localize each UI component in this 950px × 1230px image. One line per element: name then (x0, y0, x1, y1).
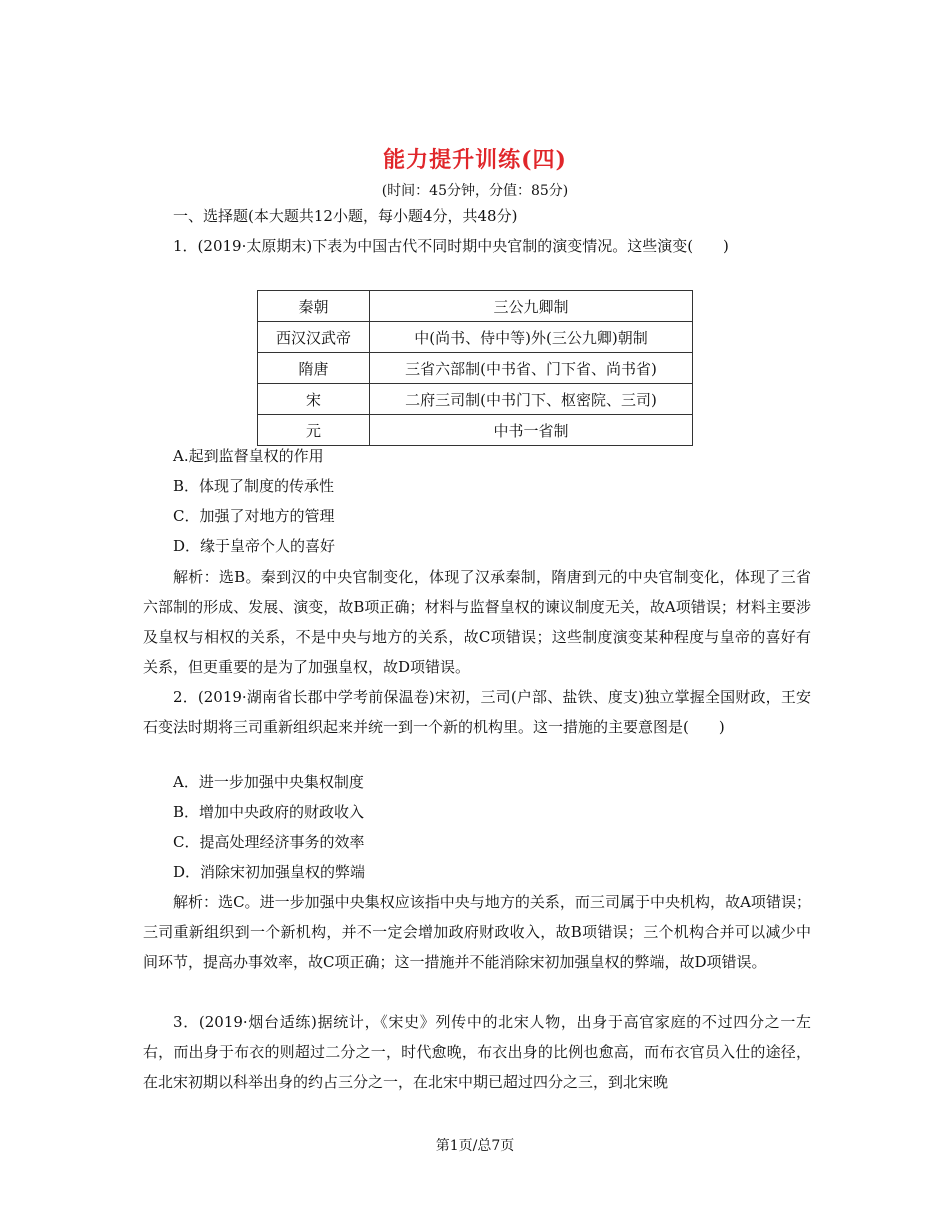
q2-analysis: 解析：选C。进一步加强中央集权应该指中央与地方的关系，而三司属于中央机构，故A项错误；三司重新组织到一个新机构，并不一定会增加政府财政收入，故B项错误；三个机构合并可以减少中间环节，提高办事效率，故C项正确；这一措施并不能消除宋初加强皇权的弊端，故D项错误。 (143, 893, 811, 971)
q2-option-b: B．增加中央政府的财政收入 (173, 803, 365, 821)
page-title: 能力提升训练(四) (383, 147, 567, 173)
table-cell-period: 元 (258, 415, 370, 446)
table-cell-period: 隋唐 (258, 353, 370, 384)
page-footer: 第1页/总7页 (435, 1138, 515, 1154)
q1-option-d: D．缘于皇帝个人的喜好 (173, 537, 336, 555)
table-cell-period: 宋 (258, 384, 370, 415)
table-cell-period: 西汉汉武帝 (258, 322, 370, 353)
page-subtitle: (时间：45分钟，分值：85分) (381, 183, 569, 199)
table-cell-system: 中(尚书、侍中等)外(三公九卿)朝制 (370, 322, 693, 353)
table-row (258, 384, 693, 415)
q2-option-c: C．提高处理经济事务的效率 (173, 833, 365, 851)
q2-option-a: A．进一步加强中央集权制度 (173, 773, 364, 791)
q1-option-c: C．加强了对地方的管理 (173, 507, 335, 525)
table-row (258, 322, 693, 353)
table-row (258, 291, 693, 322)
table-cell-system: 二府三司制(中书门下、枢密院、三司) (370, 384, 693, 415)
table-row (258, 415, 693, 446)
q3-stem: 3．(2019·烟台适练)据统计，《宋史》列传中的北宋人物，出身于高官家庭的不过四分之一左右，而出身于布衣的则超过二分之一，时代愈晚，布衣出身的比例也愈高，而布衣官员入仕的途径，在北宋初期以科举出身的约占三分之一，在北宋中期已超过四分之三，到北宋晚 (143, 1013, 811, 1091)
q2-option-d: D．消除宋初加强皇权的弊端 (173, 863, 366, 881)
table-row (258, 353, 693, 384)
q1-analysis: 解析：选B。秦到汉的中央官制变化，体现了汉承秦制，隋唐到元的中央官制变化，体现了三省六部制的形成、发展、演变，故B项正确；材料与监督皇权的谏议制度无关，故A项错误；材料主要涉及皇权与相权的关系，不是中央与地方的关系，故C项错误；这些制度演变某种程度与皇帝的喜好有关系，但更重要的是为了加强皇权，故D项错误。 (143, 568, 811, 676)
q1-option-a: A.起到监督皇权的作用 (173, 447, 324, 465)
section-heading: 一、选择题(本大题共12小题，每小题4分，共48分) (173, 207, 518, 225)
table-cell-system: 三公九卿制 (370, 291, 693, 322)
table-cell-system: 中书一省制 (370, 415, 693, 446)
officialdom-table (257, 290, 693, 446)
q1-option-b: B．体现了制度的传承性 (173, 477, 335, 495)
q1-stem: 1．(2019·太原期末)下表为中国古代不同时期中央官制的演变情况。这些演变( ) (173, 237, 729, 255)
table-cell-period: 秦朝 (258, 291, 370, 322)
q2-stem: 2．(2019·湖南省长郡中学考前保温卷)宋初，三司(户部、盐铁、度支)独立掌握全国财政，王安石变法时期将三司重新组织起来并统一到一个新的机构里。这一措施的主要意图是( ) (143, 688, 811, 736)
table-cell-system: 三省六部制(中书省、门下省、尚书省) (370, 353, 693, 384)
